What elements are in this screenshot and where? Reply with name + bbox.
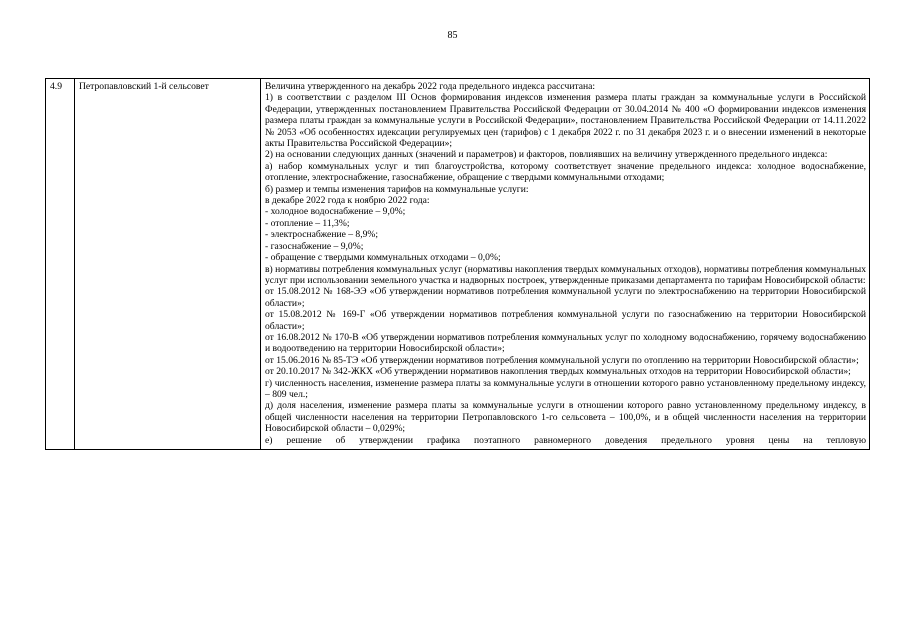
order-342-zhkkh: от 20.10.2017 № 342-ЖКХ «Об утверждении нормативов накопления твердых коммунальных отходов на территории Новосибирской области»;: [265, 366, 851, 378]
list-item-cold-water: - холодное водоснабжение – 9,0%;: [265, 206, 406, 218]
list-item-waste: - обращение с твердыми коммунальных отходами – 0,0%;: [265, 252, 501, 264]
order-169-g: от 15.08.2012 № 169-Г «Об утверждении нормативов потребления коммунальной услуги по газоснабжению на территории Новосибирской области»;: [265, 309, 866, 332]
justification-text: [261, 79, 870, 450]
table-row: [46, 79, 870, 450]
row-number: 4.9: [46, 79, 75, 450]
paragraph-item-d: д) доля населения, изменение размера платы за коммунальные услуги в отношении которого равно установленному предельному индексу, в общей численности населения на территории Петропавловского 1-го сельсовета – 100,0%, и в общей численности населения на территории Новосибирской области – 0,029%;: [265, 400, 866, 435]
list-item-gas: - газоснабжение – 9,0%;: [265, 240, 364, 252]
order-85-te: от 15.06.2016 № 85-ТЭ «Об утверждении нормативов потребления коммунальной услуги по отоплению на территории Новосибирской области»;: [265, 354, 859, 366]
paragraph-item-b: б) размер и темпы изменения тарифов на коммунальные услуги:: [265, 183, 529, 195]
paragraph-item-g: г) численность населения, изменение размера платы за коммунальные услуги в отношении которого равно установленному предельному индексу, – 809 чел.;: [265, 377, 866, 400]
tariff-index-table: [45, 78, 870, 450]
paragraph-item-e: е) решение об утверждении графика поэтапного равномерного доведения предельного уровня цены на тепловую: [265, 434, 866, 446]
order-170-v: от 16.08.2012 № 170-В «Об утверждении нормативов потребления коммунальных услуг по холодному водоснабжению, горячему водоснабжению и водоотведению на территории Новосибирской области»;: [265, 331, 866, 355]
paragraph-item-v: в) нормативы потребления коммунальных услуг (нормативы накопления твердых коммунальных отходов), нормативы потребления коммунальных услуг при использовании земельного участка и надворных построек, утвержденные приказами департамента по тарифам Новосибирской области:: [265, 263, 866, 286]
list-item-heating: - отопление – 11,3%;: [265, 217, 350, 229]
list-item-electricity: - электроснабжение – 8,9%;: [265, 229, 379, 241]
page-number: 85: [447, 30, 458, 41]
paragraph-item-a: а) набор коммунальных услуг и тип благоустройства, которому соответствует значение предельного индекса: холодное водоснабжение, отопление, электроснабжение, газоснабжение, обращение с твердыми коммунальными отходами;: [265, 160, 866, 184]
order-168-ee: от 15.08.2012 № 168-ЭЭ «Об утверждении нормативов потребления коммунальной услуги по электроснабжению на территории Новосибирской области»;: [265, 286, 866, 309]
paragraph-intro: Величина утвержденного на декабрь 2022 года предельного индекса рассчитана:: [265, 81, 596, 92]
paragraph-item-1: 1) в соответствии с разделом III Основ формирования индексов изменения размера платы граждан за коммунальные услуги в Российской Федерации, утвержденных постановлением Правительства Российской Федерации от 30.04.2014 № 400 «О формировании индексов изменения размера платы граждан за коммунальные услуги в Российской Федерации», постановлением Правительства Российской Федерации от 14.11.2022 № 2053 «Об особенностях идексации регулируемых цен (тарифов) с 1 декабря 2022 г. по 31 декабря 2023 г. и о внесении изменений в некоторые акты Правительства Российской Федерации»;: [265, 92, 866, 150]
paragraph-period: в декабре 2022 года к ноябрю 2022 года:: [265, 195, 430, 207]
municipality-name: Петропавловский 1-й сельсовет: [75, 79, 261, 450]
paragraph-item-2: 2) на основании следующих данных (значений и параметров) и факторов, повлиявших на величину утвержденного предельного индекса:: [265, 149, 828, 161]
